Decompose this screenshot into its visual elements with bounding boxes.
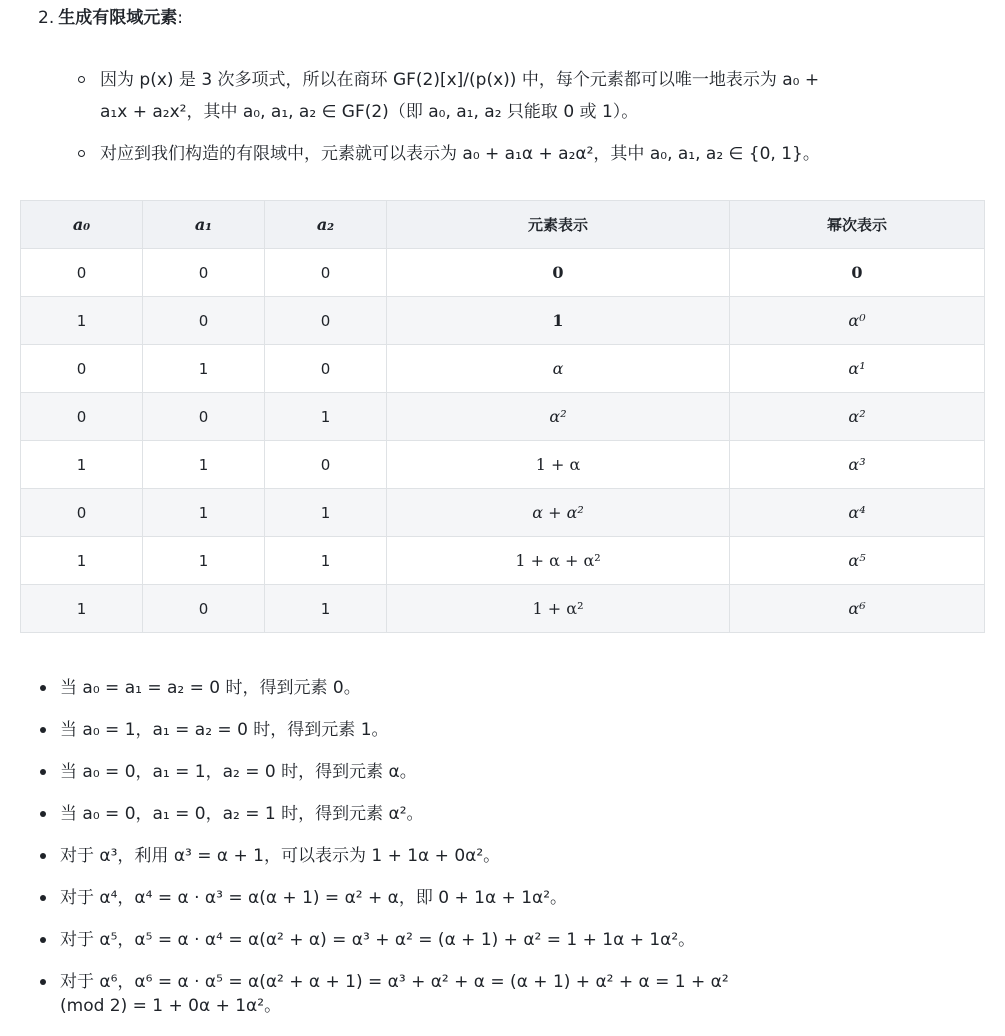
sub-list	[78, 64, 993, 170]
cell-power: α⁶	[730, 585, 985, 633]
sub-item-line: 因为 p(x) 是 3 次多项式，所以在商环 GF(2)[x]/(p(x)) 中，每个元素都可以唯一地表示为 a₀ +	[100, 70, 820, 90]
derivation-list	[38, 676, 998, 1036]
cell-a1: 0	[143, 393, 265, 441]
column-header-element: 元素表示	[387, 201, 730, 249]
table-row	[21, 489, 985, 537]
bullet-dot-icon	[40, 811, 46, 817]
list-item	[38, 928, 998, 952]
bullet-dot-icon	[40, 685, 46, 691]
cell-power: α²	[730, 393, 985, 441]
cell-a2: 0	[265, 297, 387, 345]
heading-title: 生成有限域元素	[58, 8, 178, 28]
bullet-dot-icon	[40, 727, 46, 733]
cell-element: α²	[387, 393, 730, 441]
heading-number: 2.	[38, 8, 55, 28]
cell-a1: 1	[143, 537, 265, 585]
column-header-a2: a₂	[265, 201, 387, 249]
list-item	[38, 844, 998, 868]
hollow-bullet-icon	[78, 150, 85, 157]
cell-a1: 0	[143, 297, 265, 345]
bullet-dot-icon	[40, 853, 46, 859]
cell-a1: 1	[143, 489, 265, 537]
list-item	[38, 760, 998, 784]
list-item	[38, 718, 998, 742]
section-heading	[38, 6, 183, 30]
table-row	[21, 441, 985, 489]
cell-a2: 1	[265, 537, 387, 585]
cell-a0: 1	[21, 441, 143, 489]
list-item	[38, 676, 998, 700]
sub-item-line: a₁x + a₂x²，其中 a₀, a₁, a₂ ∈ GF(2)（即 a₀, a₁, a₂ 只能取 0 或 1）。	[100, 102, 639, 122]
column-header-power: 幂次表示	[730, 201, 985, 249]
cell-power: α⁵	[730, 537, 985, 585]
cell-a0: 1	[21, 297, 143, 345]
cell-a0: 0	[21, 249, 143, 297]
list-item-text-continued: (mod 2) = 1 + 0α + 1α²。	[60, 996, 282, 1016]
cell-a1: 0	[143, 585, 265, 633]
table-header-row	[21, 201, 985, 249]
cell-power: α⁰	[730, 297, 985, 345]
bullet-dot-icon	[40, 895, 46, 901]
table-row	[21, 345, 985, 393]
cell-a0: 0	[21, 393, 143, 441]
cell-a2: 0	[265, 441, 387, 489]
sub-list-item	[78, 64, 993, 128]
cell-a1: 1	[143, 441, 265, 489]
list-item-text: 当 a₀ = 0，a₁ = 1，a₂ = 0 时，得到元素 α。	[60, 762, 417, 782]
cell-a2: 0	[265, 345, 387, 393]
sub-item-line: 对应到我们构造的有限域中，元素就可以表示为 a₀ + a₁α + a₂α²，其中 a₀, a₁, a₂ ∈ {0, 1}。	[100, 144, 820, 164]
table-row	[21, 537, 985, 585]
heading-colon: :	[177, 8, 183, 28]
cell-a0: 0	[21, 489, 143, 537]
cell-power: α¹	[730, 345, 985, 393]
table-row	[21, 585, 985, 633]
cell-power: α⁴	[730, 489, 985, 537]
hollow-bullet-icon	[78, 76, 85, 83]
cell-element: 0	[387, 249, 730, 297]
field-elements-table	[20, 200, 985, 633]
list-item-text: 对于 α⁵，α⁵ = α · α⁴ = α(α² + α) = α³ + α² = (α + 1) + α² = 1 + 1α + 1α²。	[60, 930, 696, 950]
bullet-dot-icon	[40, 937, 46, 943]
column-header-a1: a₁	[143, 201, 265, 249]
cell-element: 1 + α	[387, 441, 730, 489]
cell-a2: 1	[265, 393, 387, 441]
list-item-text: 对于 α³，利用 α³ = α + 1，可以表示为 1 + 1α + 0α²。	[60, 846, 501, 866]
cell-power: 0	[730, 249, 985, 297]
list-item	[38, 970, 998, 1018]
cell-a2: 1	[265, 585, 387, 633]
cell-element: 1 + α + α²	[387, 537, 730, 585]
table-row	[21, 249, 985, 297]
bullet-dot-icon	[40, 979, 46, 985]
cell-element: 1	[387, 297, 730, 345]
list-item	[38, 802, 998, 826]
sub-list-item	[78, 138, 993, 170]
list-item-text: 当 a₀ = 1，a₁ = a₂ = 0 时，得到元素 1。	[60, 720, 389, 740]
cell-a0: 1	[21, 585, 143, 633]
table-row	[21, 393, 985, 441]
cell-element: α	[387, 345, 730, 393]
list-item	[38, 886, 998, 910]
cell-a1: 0	[143, 249, 265, 297]
cell-a0: 1	[21, 537, 143, 585]
list-item-text: 当 a₀ = a₁ = a₂ = 0 时，得到元素 0。	[60, 678, 361, 698]
list-item-text: 对于 α⁶，α⁶ = α · α⁵ = α(α² + α + 1) = α³ + α² + α = (α + 1) + α² + α = 1 + α²	[60, 972, 729, 992]
bullet-dot-icon	[40, 769, 46, 775]
list-item-text: 对于 α⁴，α⁴ = α · α³ = α(α + 1) = α² + α，即 0 + 1α + 1α²。	[60, 888, 568, 908]
cell-element: 1 + α²	[387, 585, 730, 633]
cell-a1: 1	[143, 345, 265, 393]
column-header-a0: a₀	[21, 201, 143, 249]
cell-power: α³	[730, 441, 985, 489]
cell-a2: 0	[265, 249, 387, 297]
cell-a2: 1	[265, 489, 387, 537]
cell-a0: 0	[21, 345, 143, 393]
list-item-text: 当 a₀ = 0，a₁ = 0，a₂ = 1 时，得到元素 α²。	[60, 804, 424, 824]
table-row	[21, 297, 985, 345]
cell-element: α + α²	[387, 489, 730, 537]
